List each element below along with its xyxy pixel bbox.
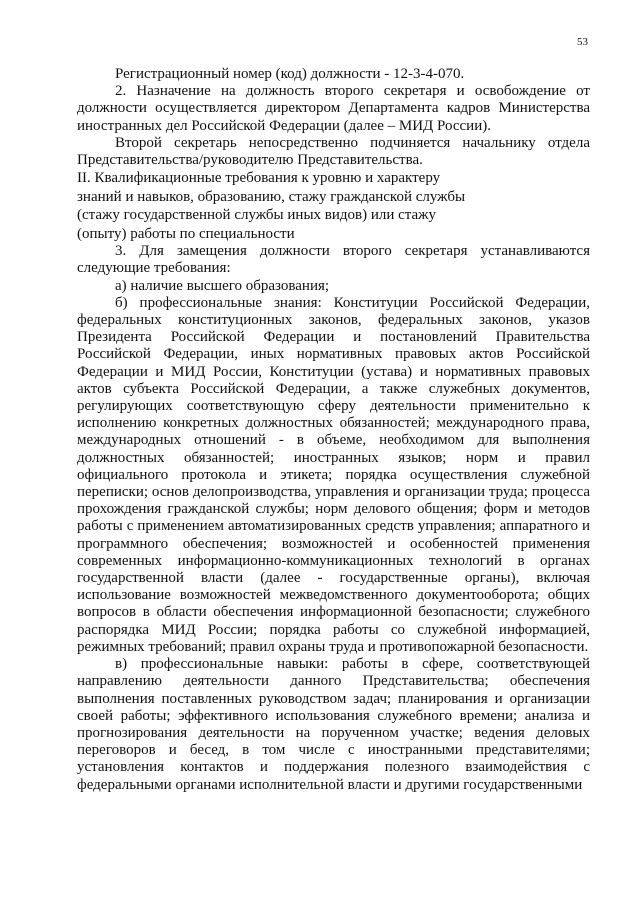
appointment-paragraph: 2. Назначение на должность второго секретаря и освобождение от должности осуществляется директором Департамента кадров Министерства иностранных дел Российской Федерации (далее – МИД России). xyxy=(77,83,590,134)
subordination-paragraph: Второй секретарь непосредственно подчиняется начальнику отдела Представительства/руководителю Представительства. xyxy=(77,134,590,169)
registration-number-paragraph: Регистрационный номер (код) должности - 12-3-4-070. xyxy=(115,66,465,82)
requirement-item-b: б) профессиональные знания: Конституции Российской Федерации, федеральных конституционных законов, федеральных законов, указов Президента Российской Федерации и постановлений Правительства Российской Федерации, иных нормативных правовых актов Российской Федерации и МИД России, Конституции (устава) и нормативных правовых актов субъекта Российской Федерации, а также служебных документов, регулирующих соответствующую сферу деятельности применительно к исполнению конкретных должностных обязанностей; международного права, международных отношений - в объеме, необходимом для выполнения должностных обязанностей; иностранных языков; норм и правил официального протокола и этикета; порядка осуществления служебной переписки; основ делопроизводства, управления и организации труда; процесса прохождения гражданской службы; норм делового общения; форм и методов работы с применением автоматизированных средств управления; аппаратного и программного обеспечения; возможностей и особенностей применения современных информационно-коммуникационных технологий в органах государственной власти (далее - государственные органы), включая использование возможностей межведомственного документооборота; общих вопросов в области обеспечения информационной безопасности; служебного распорядка МИД России; порядка работы со служебной информацией, режимных требований; правил охраны труда и противопожарной безопасности. xyxy=(77,294,590,655)
requirement-item-c: в) профессиональные навыки: работы в сфере, соответствующей направлению деятельности данного Представительства; обеспечения выполнения поставленных руководством задач; планирования и организации своей работы; эффективного использования служебного времени; анализа и прогнозирования деятельности на порученном участке; ведения деловых переговоров и бесед, в том числе с иностранными представителями; установления контактов и поддержания полезного взаимодействия с федеральными органами исполнительной власти и другими государственными xyxy=(77,656,590,793)
page-number: 53 xyxy=(577,36,588,48)
requirement-item-a: а) наличие высшего образования; xyxy=(115,277,330,294)
section-heading-line: (стажу государственной службы иных видов) или стажу xyxy=(77,207,437,224)
document-body xyxy=(77,66,590,794)
section-heading xyxy=(77,169,590,243)
section-heading-line: знаний и навыков, образованию, стажу гражданской службы xyxy=(77,188,466,205)
section-heading-line: (опыту) работы по специальности xyxy=(77,225,295,242)
section-heading-line: II. Квалификационные требования к уровню и характеру xyxy=(77,170,441,187)
requirements-intro-paragraph: 3. Для замещения должности второго секретаря устанавливаются следующие требования: xyxy=(77,243,590,277)
